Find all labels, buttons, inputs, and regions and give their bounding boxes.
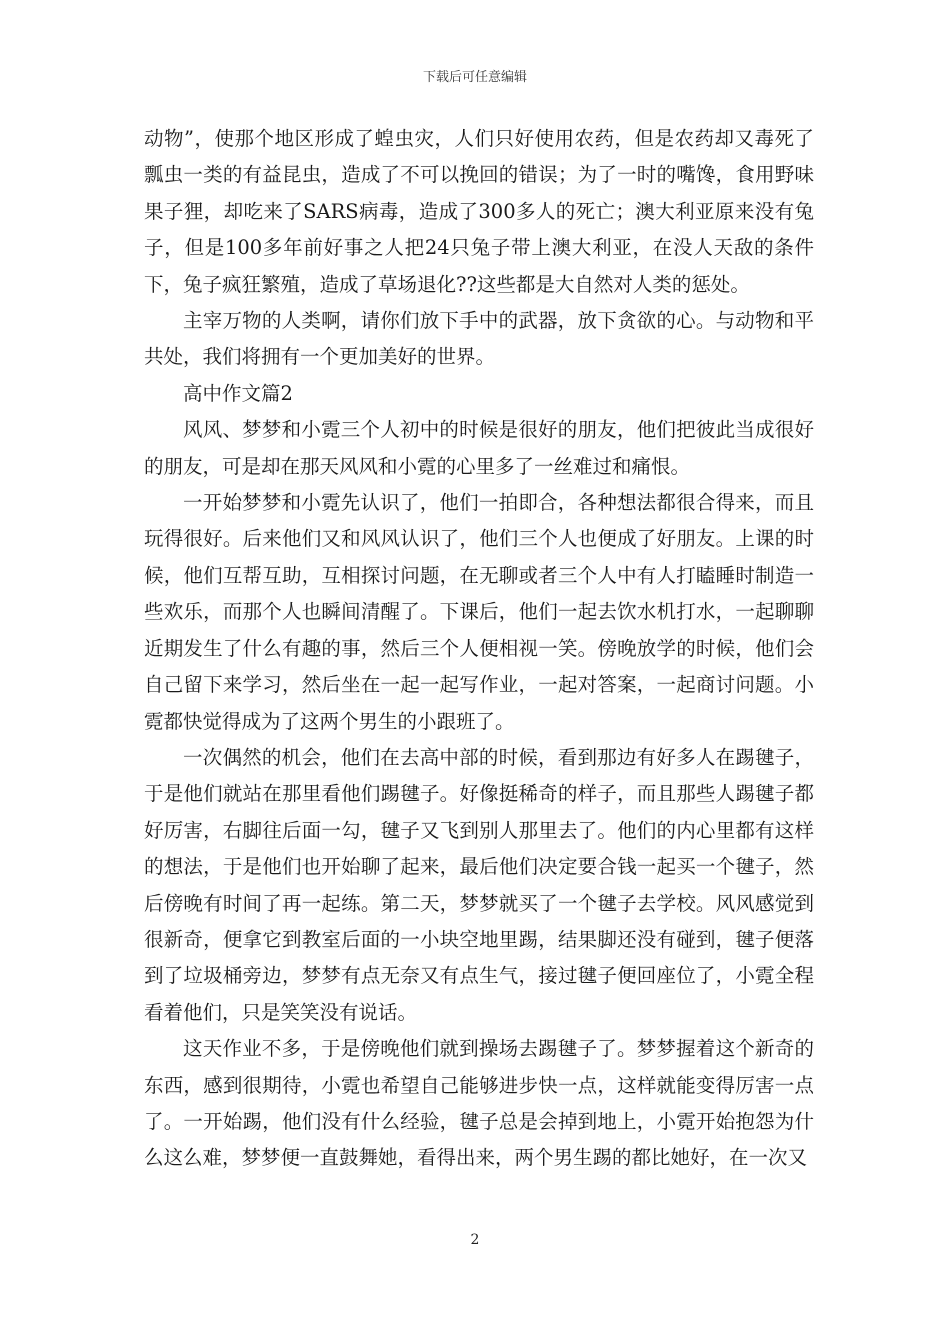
paragraph: 这天作业不多，于是傍晚他们就到操场去踢毽子了。梦梦握着这个新奇的东西，感到很期待，小霓也希望自己能够进步快一点，这样就能变得厉害一点了。一开始踢，他们没有什么经验，毽子总是会掉到地上，小霓开始抱怨为什么这么难，梦梦便一直鼓舞她，看得出来，两个男生踢的都比她好，在一次又: [144, 1037, 814, 1170]
page-number: 2: [470, 1232, 480, 1248]
paragraph: 动物”，使那个地区形成了蝗虫灾，人们只好使用农药，但是农药却又毒死了瓢虫一类的有益昆虫，造成了不可以挽回的错误；为了一时的嘴馋，食用野味果子狸，却吃来了SARS病毒，造成了300多人的死亡；澳大利亚原来没有兔子，但是100多年前好事之人把24只兔子带上澳大利亚，在没人天敌的条件下，兔子疯狂繁殖，造成了草场退化??这些都是大自然对人类的惩处。: [144, 127, 814, 296]
paragraph: 一次偶然的机会，他们在去高中部的时候，看到那边有好多人在踢毽子，于是他们就站在那里看他们踢毽子。好像挺稀奇的样子，而且那些人踢毽子都好厉害，右脚往后面一勾，毽子又飞到别人那里去了。他们的内心里都有这样的想法，于是他们也开始聊了起来，最后他们决定要合钱一起买一个毽子，然后傍晚有时间了再一起练。第二天，梦梦就买了一个毽子去学校。风风感觉到很新奇，便拿它到教室后面的一小块空地里踢，结果脚还没有碰到，毽子便落到了垃圾桶旁边，梦梦有点无奈又有点生气，接过毽子便回座位了，小霓全程看着他们，只是笑笑没有说话。: [144, 745, 814, 1024]
page-header-note: 下载后可任意编辑: [422, 70, 527, 85]
paragraph: 一开始梦梦和小霓先认识了，他们一拍即合，各种想法都很合得来，而且玩得很好。后来他们又和风风认识了，他们三个人也便成了好朋友。上课的时候，他们互帮互助，互相探讨问题，在无聊或者三个人中有人打瞌睡时制造一些欢乐，而那个人也瞬间清醒了。下课后，他们一起去饮水机打水，一起聊聊近期发生了什么有趣的事，然后三个人便相视一笑。傍晚放学的时候，他们会自己留下来学习，然后坐在一起一起写作业，一起对答案，一起商讨问题。小霓都快觉得成为了这两个男生的小跟班了。: [144, 491, 814, 733]
paragraph: 风风、梦梦和小霓三个人初中的时候是很好的朋友，他们把彼此当成很好的朋友，可是却在那天风风和小霓的心里多了一丝难过和痛恨。: [144, 418, 814, 478]
paragraph: 主宰万物的人类啊，请你们放下手中的武器，放下贪欲的心。与动物和平共处，我们将拥有一个更加美好的世界。: [144, 309, 814, 369]
document-body: [144, 121, 814, 1177]
section-title: 高中作文篇2: [183, 381, 293, 405]
